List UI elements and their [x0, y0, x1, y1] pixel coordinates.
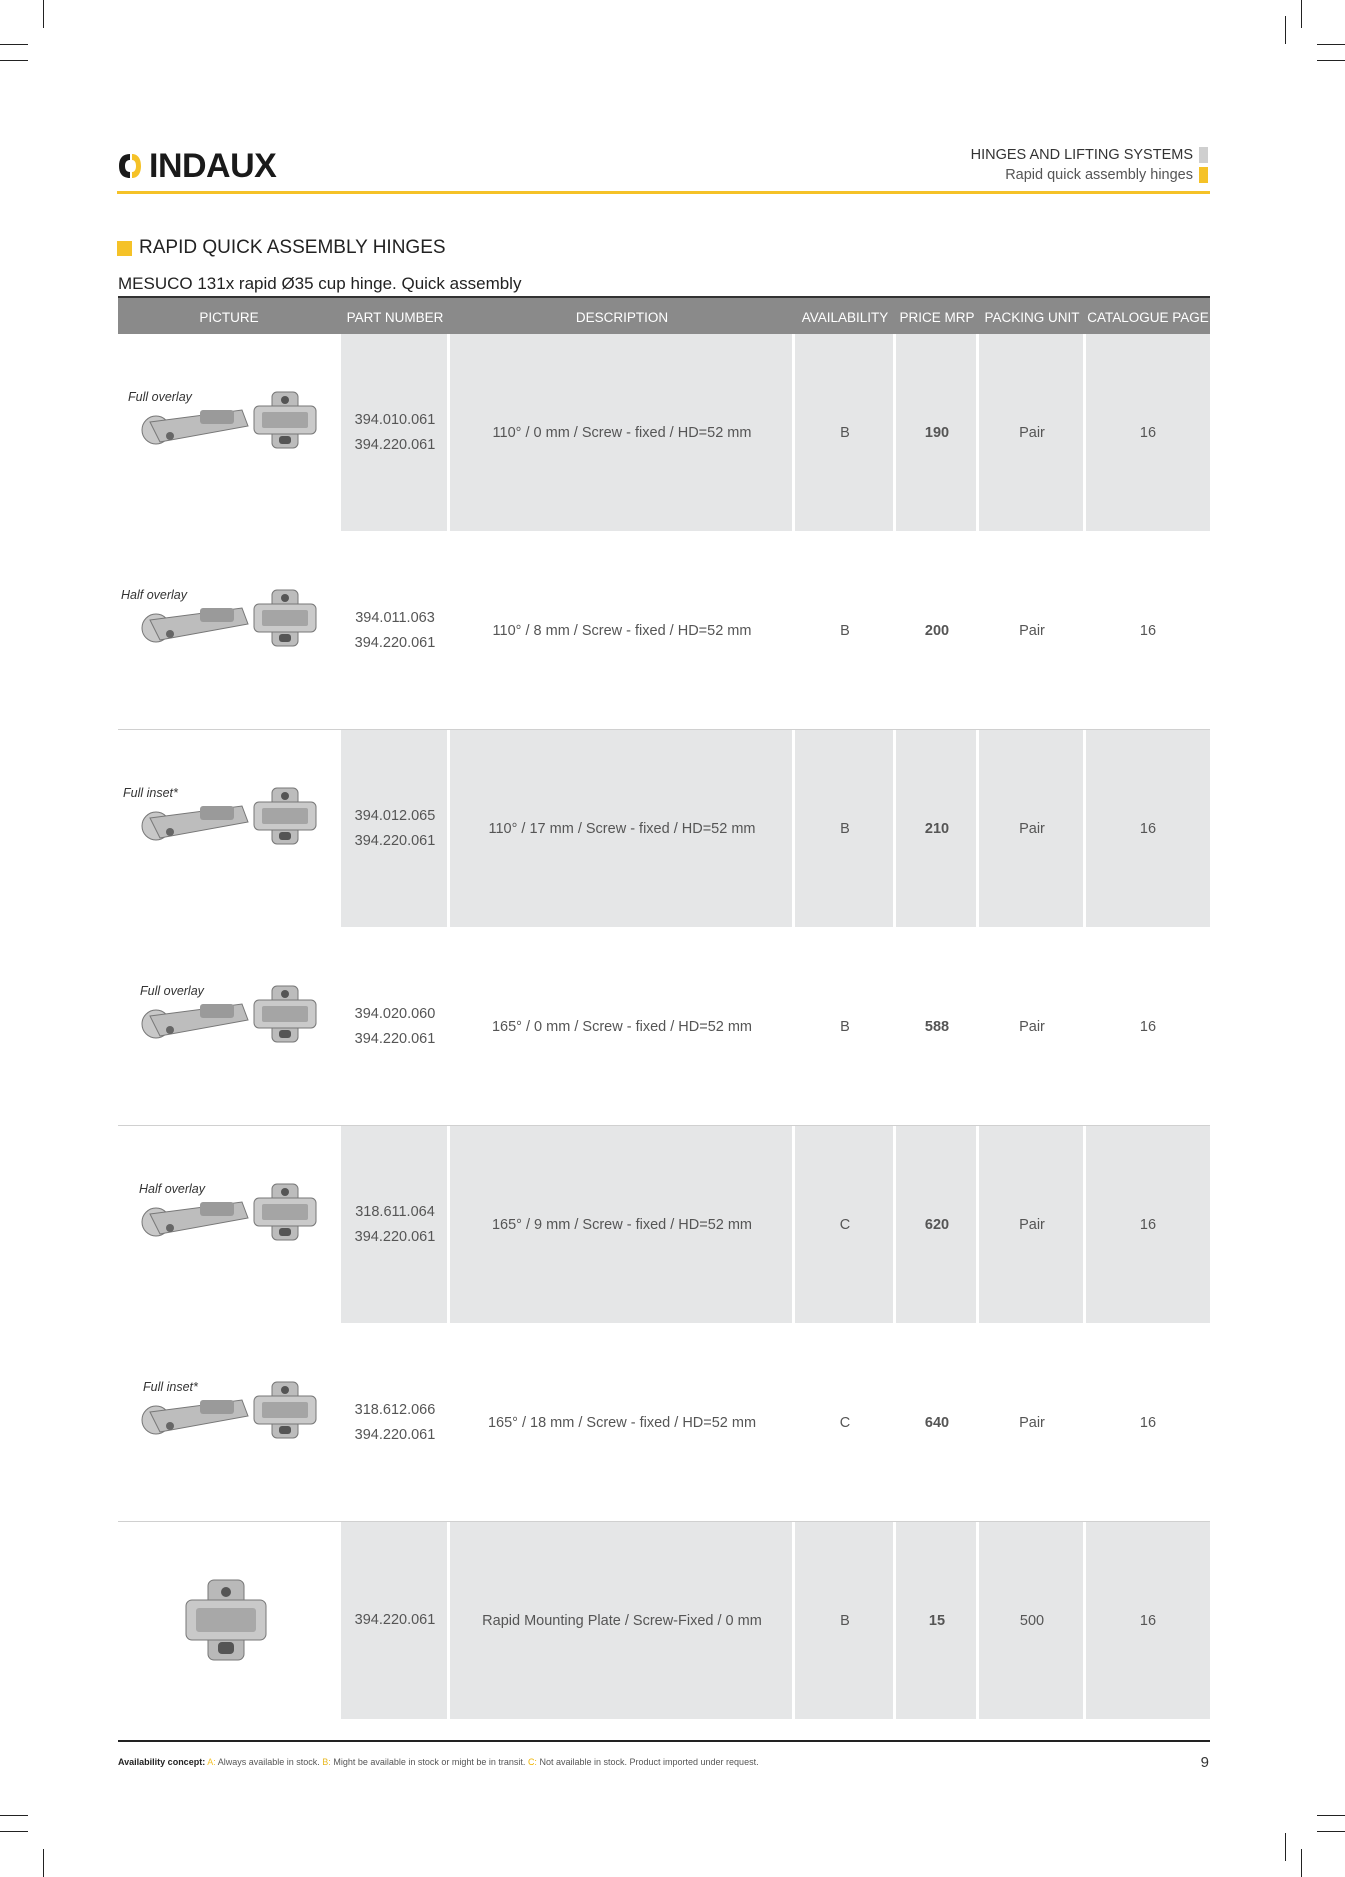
legend-b-key: B:	[322, 1757, 331, 1767]
crop-mark	[1285, 1833, 1286, 1861]
part-number: 394.011.063	[355, 609, 435, 626]
description-cell: Rapid Mounting Plate / Screw-Fixed / 0 mm	[482, 1612, 762, 1629]
crop-mark	[0, 1831, 28, 1832]
hinge-image	[118, 730, 340, 927]
header-marker	[1199, 167, 1208, 183]
footer-rule	[118, 1740, 1210, 1742]
description-cell: 165° / 0 mm / Screw - fixed / HD=52 mm	[491, 1018, 753, 1035]
th-availability: AVAILABILITY	[801, 310, 889, 325]
overlay-type-label: Half overlay	[121, 588, 187, 602]
price-cell: 620	[924, 1216, 950, 1233]
th-part-number: PART NUMBER	[346, 310, 444, 325]
table-subtitle: MESUCO 131x rapid Ø35 cup hinge. Quick assembly	[118, 274, 522, 293]
brand-logo	[117, 147, 277, 185]
catalogue-page-cell: 16	[1139, 820, 1157, 837]
crop-mark	[1285, 16, 1286, 44]
description-cell: 110° / 8 mm / Screw - fixed / HD=52 mm	[492, 622, 752, 639]
part-number-cell	[341, 1324, 449, 1521]
table-row	[118, 1324, 1210, 1522]
crop-mark	[43, 1849, 44, 1877]
availability-legend	[118, 1757, 759, 1767]
hinge-image	[118, 1126, 340, 1323]
catalogue-page-cell: 16	[1139, 424, 1157, 441]
legend-label: Availability concept:	[118, 1757, 206, 1767]
hinge-image	[118, 334, 340, 531]
packing-unit-cell: Pair	[1019, 1018, 1045, 1035]
brand-name: INDAUX	[149, 147, 277, 185]
part-number: 394.220.061	[354, 436, 436, 453]
legend-a-key: A:	[207, 1757, 216, 1767]
product-picture	[118, 532, 340, 729]
table-row	[118, 928, 1210, 1126]
header-category: HINGES AND LIFTING SYSTEMS	[970, 147, 1193, 163]
table-row	[118, 532, 1210, 730]
overlay-type-label: Full inset*	[143, 1380, 198, 1394]
crop-mark	[0, 44, 28, 45]
part-number-cell	[341, 1126, 449, 1323]
overlay-type-label: Full overlay	[140, 984, 204, 998]
part-number: 318.611.064	[355, 1203, 435, 1220]
legend-c-key: C:	[527, 1757, 537, 1767]
th-catalogue-page: CATALOGUE PAGE	[1087, 310, 1209, 325]
indaux-logo-icon	[117, 152, 143, 180]
description-cell: 110° / 0 mm / Screw - fixed / HD=52 mm	[492, 424, 752, 441]
overlay-type-label: Half overlay	[139, 1182, 205, 1196]
crop-mark	[1301, 1849, 1302, 1877]
catalogue-page-cell: 16	[1139, 622, 1157, 639]
price-cell: 190	[924, 424, 950, 441]
description-cell: 165° / 18 mm / Screw - fixed / HD=52 mm	[487, 1414, 757, 1431]
catalogue-page-cell: 16	[1139, 1018, 1157, 1035]
product-picture	[118, 1324, 340, 1521]
table-row	[118, 1522, 1210, 1720]
packing-unit-cell: Pair	[1019, 1216, 1045, 1233]
price-cell: 640	[924, 1414, 950, 1431]
part-number: 394.010.061	[354, 411, 436, 428]
part-number: 318.612.066	[354, 1401, 436, 1418]
table-row	[118, 334, 1210, 532]
part-number-cell	[341, 532, 449, 729]
availability-cell: B	[840, 1018, 850, 1035]
packing-unit-cell: 500	[1019, 1612, 1045, 1629]
hinge-image	[118, 532, 340, 729]
legend-a-text: Always available in stock.	[217, 1757, 320, 1767]
part-number: 394.220.061	[354, 1426, 436, 1443]
product-picture	[118, 1522, 340, 1719]
part-number: 394.020.060	[354, 1005, 436, 1022]
th-description: DESCRIPTION	[575, 310, 669, 325]
availability-cell: B	[840, 622, 850, 639]
page-number: 9	[1200, 1754, 1209, 1771]
part-number: 394.220.061	[354, 1030, 436, 1047]
part-number-cell	[341, 928, 449, 1125]
part-number: 394.220.061	[354, 1228, 436, 1245]
packing-unit-cell: Pair	[1019, 424, 1045, 441]
catalogue-page-cell: 16	[1139, 1216, 1157, 1233]
product-picture	[118, 730, 340, 927]
availability-cell: C	[839, 1216, 851, 1233]
crop-mark	[0, 1815, 28, 1816]
description-cell: 110° / 17 mm / Screw - fixed / HD=52 mm	[488, 820, 756, 837]
header-marker	[1199, 147, 1208, 163]
header-subcategory: Rapid quick assembly hinges	[1005, 167, 1193, 183]
part-number: 394.220.061	[354, 634, 436, 651]
catalogue-page-cell: 16	[1139, 1414, 1157, 1431]
table-row	[118, 1126, 1210, 1324]
section-marker	[117, 241, 132, 256]
product-picture	[118, 334, 340, 531]
hinge-image	[118, 928, 340, 1125]
price-cell: 200	[924, 622, 950, 639]
product-table	[118, 296, 1210, 1720]
crop-mark	[43, 0, 44, 28]
overlay-type-label: Full overlay	[128, 390, 192, 404]
th-price: PRICE MRP	[899, 310, 975, 325]
product-picture	[118, 928, 340, 1125]
crop-mark	[0, 60, 28, 61]
availability-cell: C	[839, 1414, 851, 1431]
section-title-text: RAPID QUICK ASSEMBLY HINGES	[139, 237, 446, 258]
th-packing-unit: PACKING UNIT	[984, 310, 1080, 325]
part-number-cell	[341, 1522, 449, 1719]
part-number: 394.012.065	[354, 807, 436, 824]
overlay-type-label: Full inset*	[123, 786, 178, 800]
th-picture: PICTURE	[199, 310, 259, 325]
crop-mark	[1317, 1831, 1345, 1832]
packing-unit-cell: Pair	[1019, 820, 1045, 837]
legend-c-text: Not available in stock. Product imported under request.	[539, 1757, 759, 1767]
hinge-image	[118, 1324, 340, 1521]
table-row	[118, 730, 1210, 928]
mounting-plate-image	[118, 1522, 340, 1719]
crop-mark	[1317, 1815, 1345, 1816]
table-body	[118, 334, 1210, 1720]
packing-unit-cell: Pair	[1019, 1414, 1045, 1431]
header-breadcrumb	[971, 145, 1208, 185]
section-title	[117, 237, 446, 259]
crop-mark	[1317, 44, 1345, 45]
price-cell: 588	[924, 1018, 950, 1035]
packing-unit-cell: Pair	[1019, 622, 1045, 639]
part-number-cell	[341, 334, 449, 531]
part-number-cell	[341, 730, 449, 927]
legend-b-text: Might be available in stock or might be in transit.	[333, 1757, 526, 1767]
description-cell: 165° / 9 mm / Screw - fixed / HD=52 mm	[491, 1216, 753, 1233]
crop-mark	[1317, 60, 1345, 61]
price-cell: 15	[928, 1612, 946, 1629]
table-header	[118, 296, 1210, 334]
part-number: 394.220.061	[354, 832, 436, 849]
crop-mark	[1301, 0, 1302, 28]
product-picture	[118, 1126, 340, 1323]
availability-cell: B	[840, 1612, 850, 1629]
price-cell: 210	[924, 820, 950, 837]
availability-cell: B	[840, 424, 850, 441]
part-number: 394.220.061	[354, 1612, 436, 1628]
header-rule	[117, 191, 1210, 194]
availability-cell: B	[840, 820, 850, 837]
catalogue-page-cell: 16	[1139, 1612, 1157, 1629]
